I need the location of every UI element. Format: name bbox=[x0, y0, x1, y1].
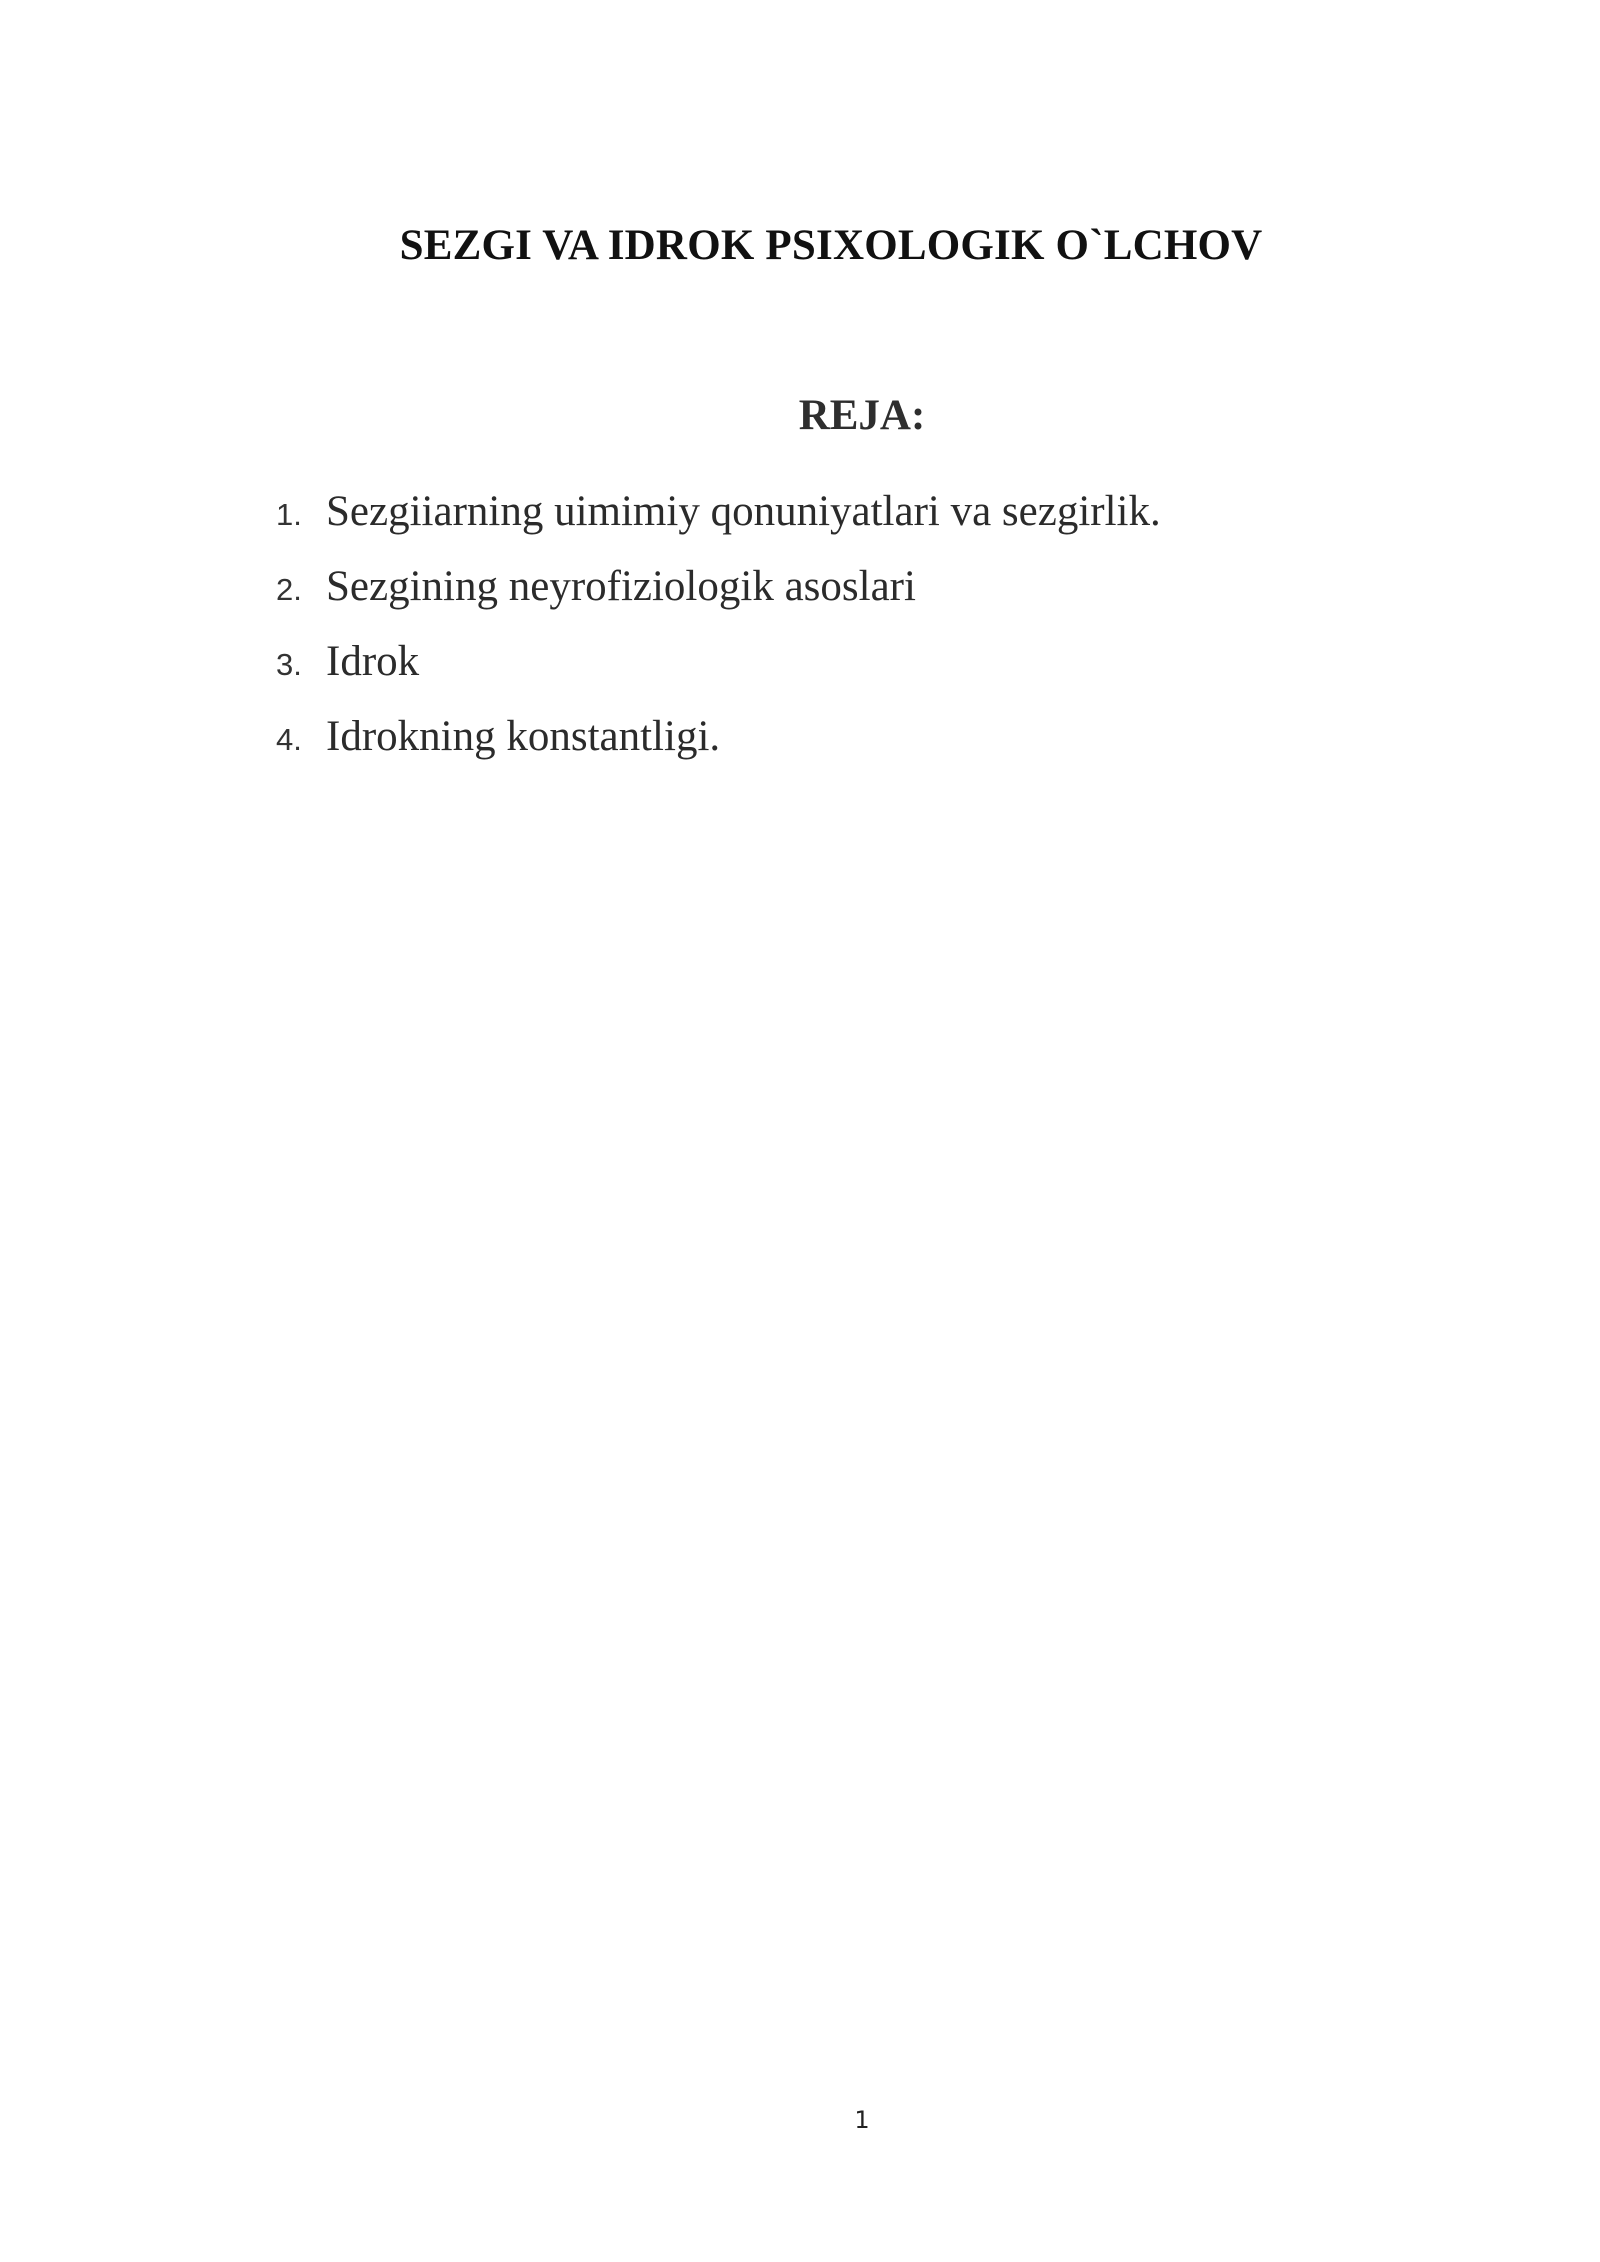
plan-item-number: 1. bbox=[276, 497, 302, 532]
plan-item bbox=[276, 558, 1161, 633]
plan-item-text: Sezgining neyrofiziologik asoslari bbox=[326, 563, 916, 610]
plan-item bbox=[276, 483, 1161, 558]
plan-item-text: Sezgiiarning uimimiy qonuniyatlari va sezgirlik. bbox=[326, 488, 1161, 535]
plan-list bbox=[276, 483, 1161, 783]
plan-item-text: Idrokning konstantligi. bbox=[326, 713, 721, 760]
document-title: SEZGI VA IDROK PSIXOLOGIK O`LCHOV bbox=[399, 222, 1263, 269]
plan-item-number: 4. bbox=[276, 722, 302, 757]
plan-item-number: 3. bbox=[276, 647, 302, 682]
plan-item-number: 2. bbox=[276, 572, 302, 607]
plan-heading: REJA: bbox=[798, 392, 926, 439]
plan-item bbox=[276, 633, 1161, 708]
plan-item-text: Idrok bbox=[326, 638, 420, 685]
page-number: 1 bbox=[854, 2106, 870, 2134]
plan-item bbox=[276, 708, 1161, 783]
